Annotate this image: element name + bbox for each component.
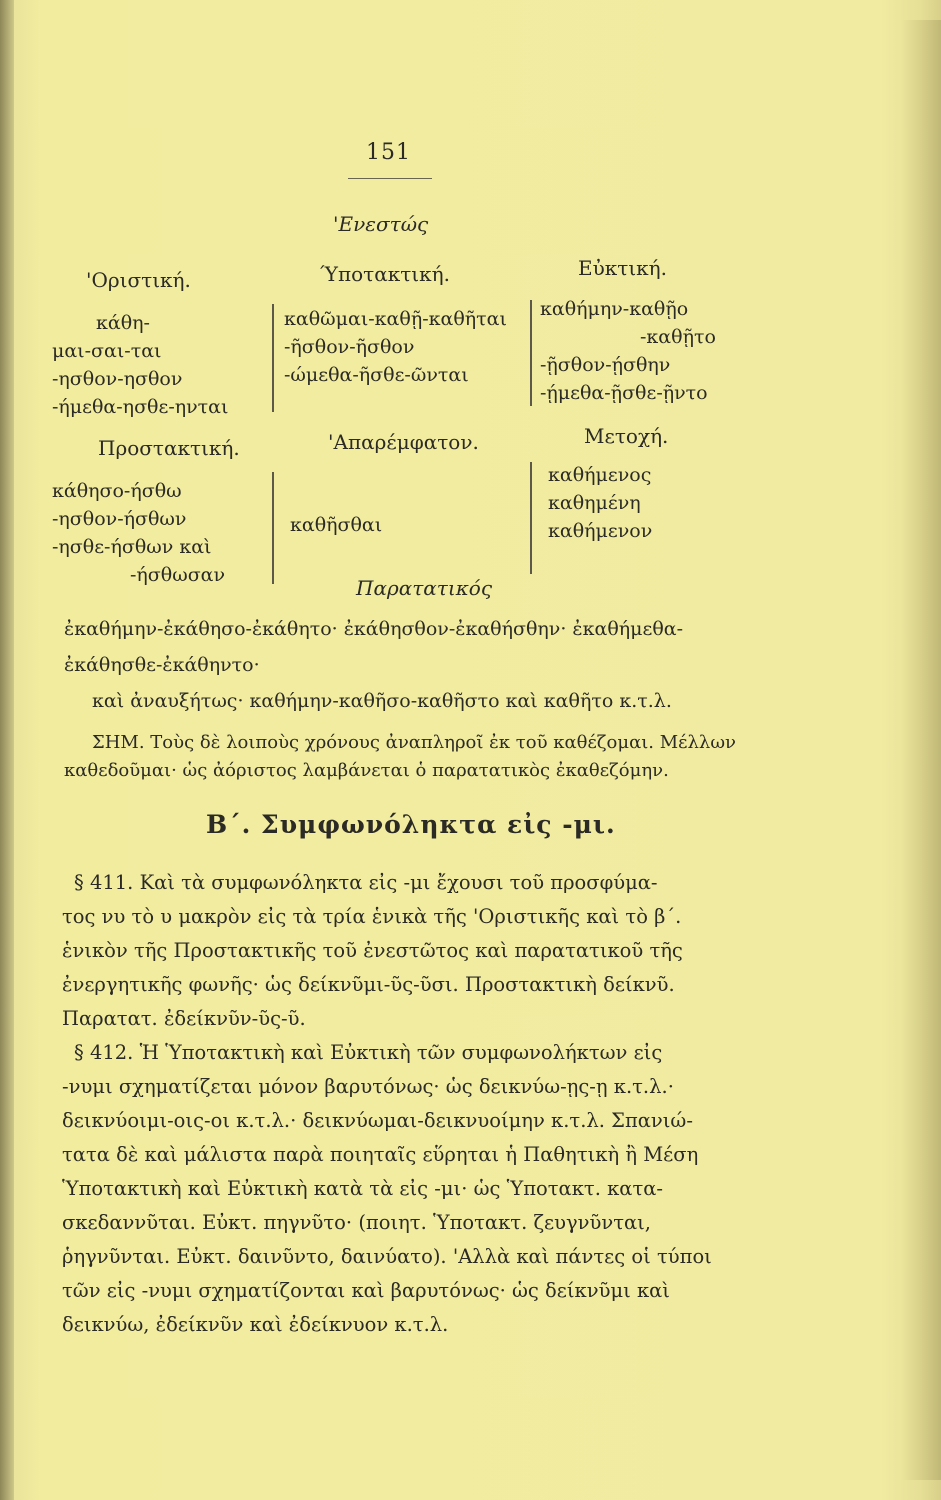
imperative-line-2: -ησθον-ήσθων [52, 508, 187, 530]
column-divider [272, 304, 274, 412]
para-412-line-5: Ὑποτακτικὴ καὶ Εὐκτικὴ κατὰ τὰ εἰς -μι· ὡς Ὑποτακτ. κατα- [62, 1177, 663, 1200]
page-number: 151 [366, 140, 411, 165]
imperative-line-1: κάθησο-ήσθω [52, 480, 182, 502]
imperfect-line-2: ἐκάθησθε-ἐκάθηντο· [64, 654, 260, 676]
imperfect-line-3: καὶ ἀναυξήτως· καθήμην-καθῆσο-καθῆστο καὶ καθῆτο κ.τ.λ. [92, 690, 672, 712]
infinitive-form: καθῆσθαι [290, 514, 383, 536]
subjunctive-header: Ύποτακτική. [320, 262, 450, 286]
participle-header: Μετοχή. [584, 424, 669, 448]
optative-line-1: καθήμην-καθῇο [540, 298, 689, 320]
imperfect-heading: Παρατατικός [356, 576, 493, 600]
indicative-line-3: -ησθον-ησθον [52, 368, 183, 390]
page-edge-shadow [901, 20, 941, 1480]
para-411-line-1: § 411. Καὶ τὰ συμφωνόληκτα εἰς -μι ἔχουσι τοῦ προσφύμα- [74, 871, 658, 894]
indicative-header: 'Οριστική. [86, 268, 191, 292]
participle-line-3: καθήμενον [548, 520, 653, 542]
note-line-2: καθεδοῦμαι· ὡς ἀόριστος λαμβάνεται ὁ παρατατικὸς ἐκαθεζόμην. [64, 760, 669, 781]
optative-line-2: -καθῇτο [640, 326, 716, 348]
page-number-rule [348, 178, 432, 179]
para-411-line-2: τος νυ τὸ υ μακρὸν εἰς τὰ τρία ἑνικὰ τῆς 'Οριστικῆς καὶ τὸ β΄. [62, 905, 682, 928]
subjunctive-line-1: καθῶμαι-καθῇ-καθῆται [284, 308, 507, 330]
para-412-line-6: σκεδαννῦται. Εὐκτ. πηγνῦτο· (ποιητ. Ὑποτακτ. ζευγνῦνται, [62, 1211, 652, 1234]
para-412-line-3: δεικνύοιμι-οις-οι κ.τ.λ.· δεικνύωμαι-δεικνυοίμην κ.τ.λ. Σπανιώ- [62, 1109, 693, 1132]
para-412-line-1: § 412. Ἡ Ὑποτακτικὴ καὶ Εὐκτικὴ τῶν συμφωνολήκτων εἰς [74, 1041, 663, 1064]
present-heading: 'Ενεστώς [333, 212, 429, 236]
optative-line-4: -ῄμεθα-ῇσθε-ῇντο [540, 382, 708, 404]
column-divider [530, 462, 532, 574]
participle-line-2: καθημένη [548, 492, 641, 514]
para-412-line-8: τῶν εἰς -νυμι σχηματίζονται καὶ βαρυτόνως· ὡς δείκνῦμι καὶ [62, 1279, 670, 1302]
imperative-line-4: -ήσθωσαν [130, 564, 226, 586]
optative-line-3: -ῇσθον-ῄσθην [540, 354, 671, 376]
para-411-line-3: ἑνικὸν τῆς Προστακτικῆς τοῦ ἐνεστῶτος καὶ παρατατικοῦ τῆς [62, 939, 683, 962]
imperative-header: Προστακτική. [98, 436, 240, 460]
infinitive-header: 'Απαρέμφατον. [328, 430, 479, 454]
indicative-line-1: κάθη- [96, 312, 150, 334]
imperfect-line-1: ἐκαθήμην-ἐκάθησο-ἐκάθητο· ἐκάθησθον-ἐκαθήσθην· ἐκαθήμεθα- [64, 618, 684, 640]
para-411-line-5: Παρατατ. ἐδείκνῦν-ῦς-ῦ. [62, 1007, 306, 1030]
indicative-line-2: μαι-σαι-ται [52, 340, 162, 362]
column-divider [530, 300, 532, 406]
participle-line-1: καθήμενος [548, 464, 652, 486]
para-412-line-2: -νυμι σχηματίζεται μόνον βαρυτόνως· ὡς δεικνύω-ῃς-ῃ κ.τ.λ.· [62, 1075, 674, 1098]
para-412-line-9: δεικνύω, ἐδείκνῦν καὶ ἐδείκνυον κ.τ.λ. [62, 1313, 449, 1336]
subjunctive-line-2: -ῆσθον-ῆσθον [284, 336, 415, 358]
optative-header: Εὐκτική. [578, 256, 668, 280]
note-line-1: ΣΗΜ. Τοὺς δὲ λοιποὺς χρόνους ἀναπληροῖ ἐκ τοῦ καθέζομαι. Μέλλων [92, 732, 736, 753]
column-divider [272, 472, 274, 584]
para-412-line-4: τατα δὲ καὶ μάλιστα παρὰ ποιηταῖς εὕρηται ἡ Παθητικὴ ἢ Μέση [62, 1143, 699, 1166]
subjunctive-line-3: -ώμεθα-ῆσθε-ῶνται [284, 364, 469, 386]
para-412-line-7: ῥηγνῦνται. Εὐκτ. δαινῦντο, δαινύατο). 'Αλλὰ καὶ πάντες οἱ τύποι [62, 1245, 712, 1268]
section-heading: Β΄. Συμφωνόληκτα εἰς -μι. [206, 810, 616, 839]
indicative-line-4: -ήμεθα-ησθε-ηνται [52, 396, 229, 418]
imperative-line-3: -ησθε-ήσθων καὶ [52, 536, 212, 558]
book-binding [0, 0, 14, 1500]
para-411-line-4: ἐνεργητικῆς φωνῆς· ὡς δείκνῦμι-ῦς-ῦσι. Προστακτικὴ δείκνῦ. [62, 973, 675, 996]
